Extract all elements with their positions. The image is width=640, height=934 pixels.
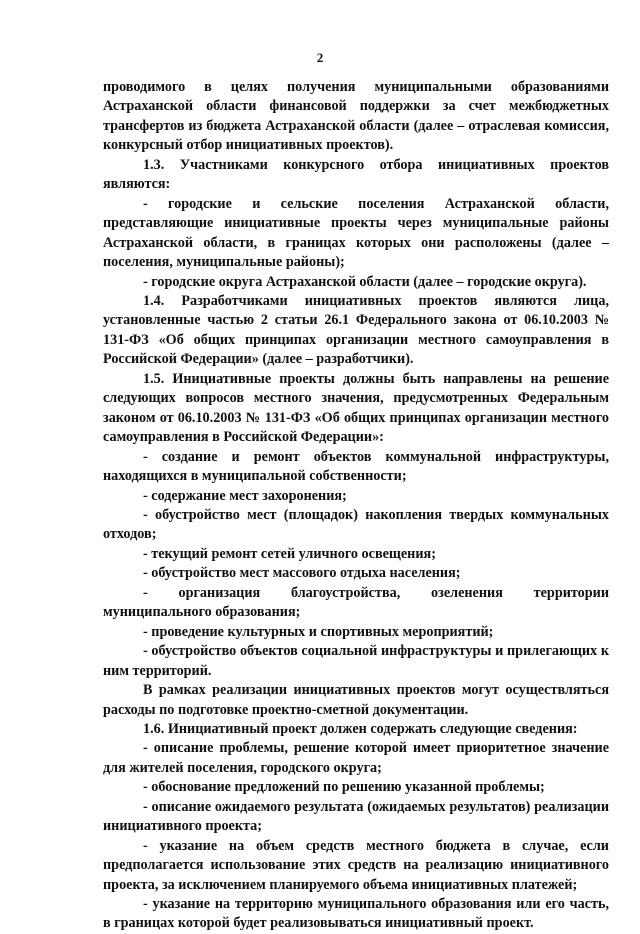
- list-item: - обустройство мест (площадок) накопления твердых коммунальных отходов;: [103, 506, 609, 543]
- paragraph: 1.6. Инициативный проект должен содержать следующие сведения:: [143, 720, 578, 737]
- list-item: - содержание мест захоронения;: [143, 487, 347, 504]
- list-item: - описание проблемы, решение которой имеет приоритетное значение для жителей поселения, городского округа;: [103, 740, 609, 776]
- list-item: - обустройство объектов социальной инфраструктуры и прилегающих к ним территорий.: [103, 643, 609, 679]
- paragraph: проводимого в целях получения муниципальными образованиями Астраханской области финансовой поддержки за счет межбюджетных трансфертов из бюджета Астраханской области (далее – отраслевая комиссия, конкурсный отбор инициативных проектов).: [103, 79, 609, 154]
- paragraph: 1.3. Участниками конкурсного отбора инициативных проектов являются:: [103, 156, 609, 193]
- list-item: - организация благоустройства, озеленения территории муниципального образования;: [103, 584, 609, 621]
- list-item: - городские и сельские поселения Астраханской области, представляющие инициативные проекты через муниципальные районы Астраханской области, в границах которых они расположены (далее – поселения, муниципальные районы);: [103, 195, 609, 271]
- paragraph: 1.5. Инициативные проекты должны быть направлены на решение следующих вопросов местного значения, предусмотренных Федеральным законом от 06.10.2003 № 131-ФЗ «Об общих принципах организации местного самоуправления в Российской Федерации»:: [103, 370, 609, 446]
- list-item: - городские округа Астраханской области (далее – городские округа).: [143, 273, 587, 290]
- list-item: - текущий ремонт сетей уличного освещения;: [143, 545, 436, 562]
- list-item: - описание ожидаемого результата (ожидаемых результатов) реализации инициативного проекта;: [103, 798, 609, 835]
- list-item: - обоснование предложений по решению указанной проблемы;: [143, 779, 545, 796]
- list-item: - указание на территорию муниципального образования или его часть, в границах которой будет реализовываться инициативный проект.: [103, 896, 609, 932]
- paragraph: 1.4. Разработчиками инициативных проектов являются лица, установленные частью 2 статьи 26.1 Федерального закона от 06.10.2003 № 131-ФЗ «Об общих принципах организации местного самоуправления в Российской Федерации» (далее – разработчики).: [103, 292, 609, 368]
- list-item: - создание и ремонт объектов коммунальной инфраструктуры, находящихся в муниципальной собственности;: [103, 448, 609, 485]
- paragraph: В рамках реализации инициативных проектов могут осуществляться расходы по подготовке проектно-сметной документации.: [103, 682, 609, 718]
- document-body: [103, 78, 609, 934]
- page-number: 2: [316, 50, 324, 65]
- list-item: - обустройство мест массового отдыха населения;: [143, 565, 461, 582]
- list-item: - указание на объем средств местного бюджета в случае, если предполагается использование этих средств на реализацию инициативного проекта, за исключением планируемого объема инициативных платежей;: [103, 837, 609, 893]
- list-item: - проведение культурных и спортивных мероприятий;: [143, 623, 494, 640]
